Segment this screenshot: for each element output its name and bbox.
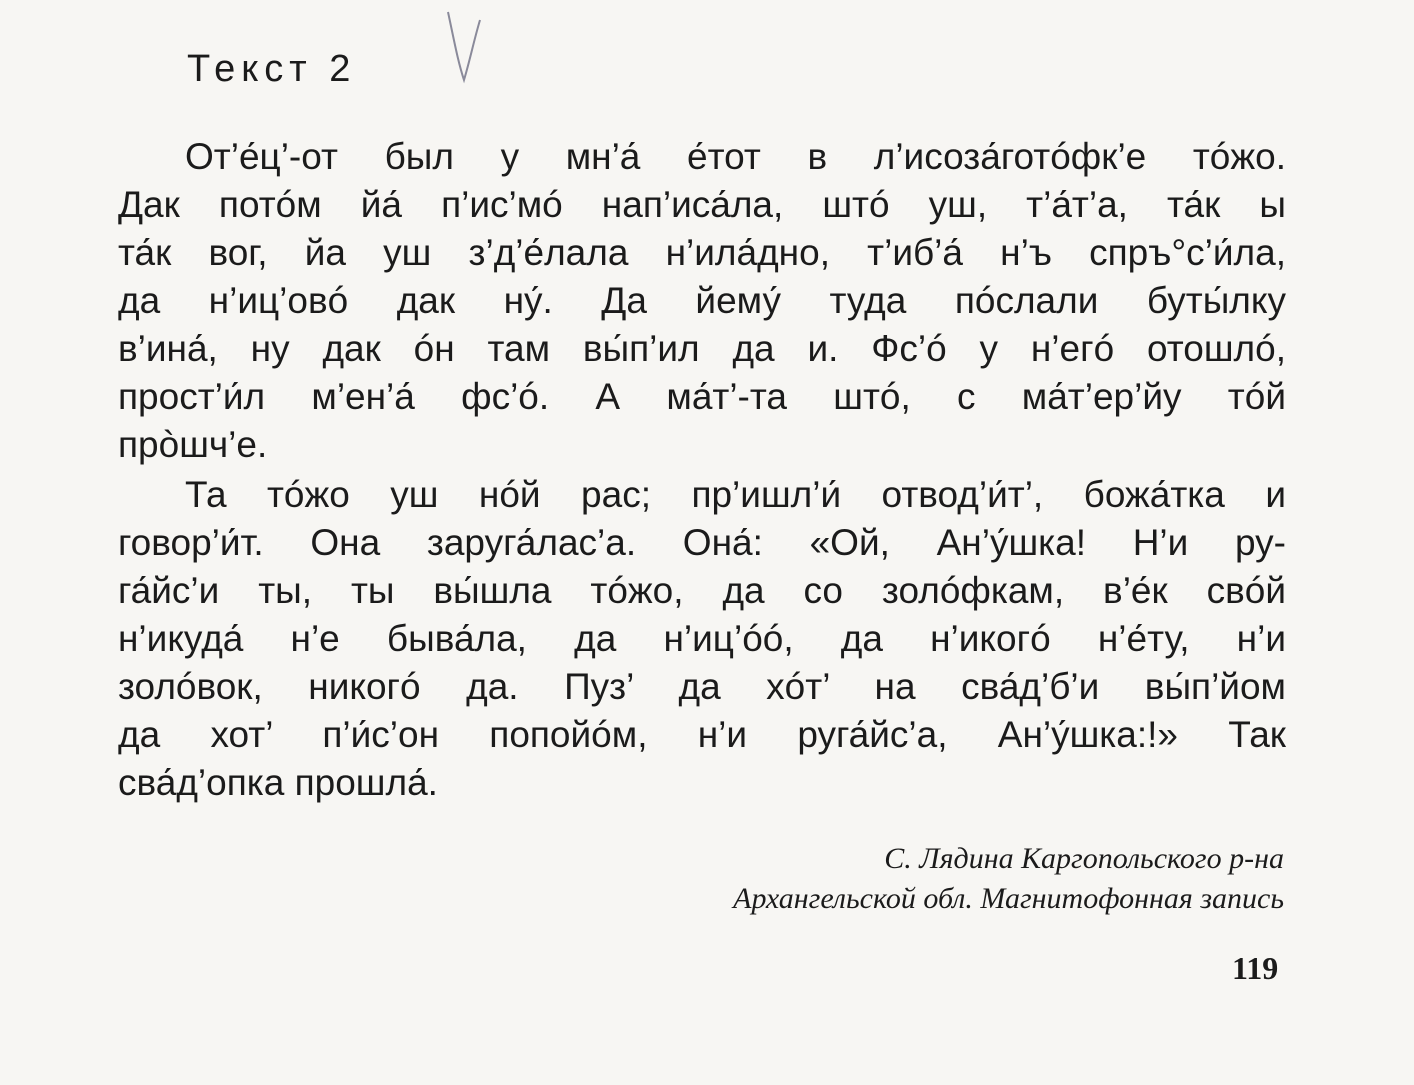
text-line: да хот’ п’и́с’он попойóм, н’и руга́йс’а, Ан’у́шка:!» Так <box>118 714 1286 755</box>
text-line: От’е́ц’-от был у мн’а́ е́тот в л’исоза́готóфк’е тóжо. <box>185 136 1286 177</box>
text-line: Та тóжо уш нóй рас; пр’ишл’и́ отвод’и́т’, божа́тка и <box>185 474 1286 515</box>
page-number: 119 <box>1232 950 1279 986</box>
text-line: прост’и́л м’ен’а́ фс’ó. А ма́т’-та штó, с ма́т’ер’йу тóй <box>118 376 1286 417</box>
text-line: в’ина́, ну дак óн там вы́п’ил да и. Фс’ó у н’егó отошлó, <box>118 328 1286 369</box>
text-line: н’икуда́ н’е быва́ла, да н’иц’óó, да н’икогó н’е́ту, н’и <box>118 618 1286 659</box>
text-line: та́к вог, йа уш з’д’е́лала н’ила́дно, т’иб’а́ н’ъ спръ°с’и́ла, <box>118 232 1286 273</box>
text-line: Дак потóм йа́ п’ис’мó нап’иса́ла, штó уш, т’а́т’а, та́к ы <box>118 184 1286 225</box>
text-line: сва́д’опка прошла́. <box>118 762 438 803</box>
text-line: да н’иц’овó дак ну́. Да йему́ туда пóслали буты́лку <box>118 280 1286 321</box>
source-location: С. Лядина Каргопольского р-на <box>884 842 1284 875</box>
text-line: прòшч’е. <box>118 424 268 465</box>
source-recording-note: Архангельской обл. Магнитофонная запись <box>733 882 1284 915</box>
text-line: говор’и́т. Она заруга́лас’а. Она́: «Ой, Ан’у́шка! Н’и ру- <box>118 522 1286 563</box>
text-line: золóвок, никогó да. Пуз’ да хóт’ на сва́д’б’и вы́п’йом <box>118 666 1286 707</box>
pencil-check-mark <box>440 0 500 100</box>
text-line: га́йс’и ты, ты вы́шла тóжо, да со золóфкам, в’е́к свóй <box>118 570 1286 611</box>
text-heading: Текст 2 <box>187 48 357 90</box>
